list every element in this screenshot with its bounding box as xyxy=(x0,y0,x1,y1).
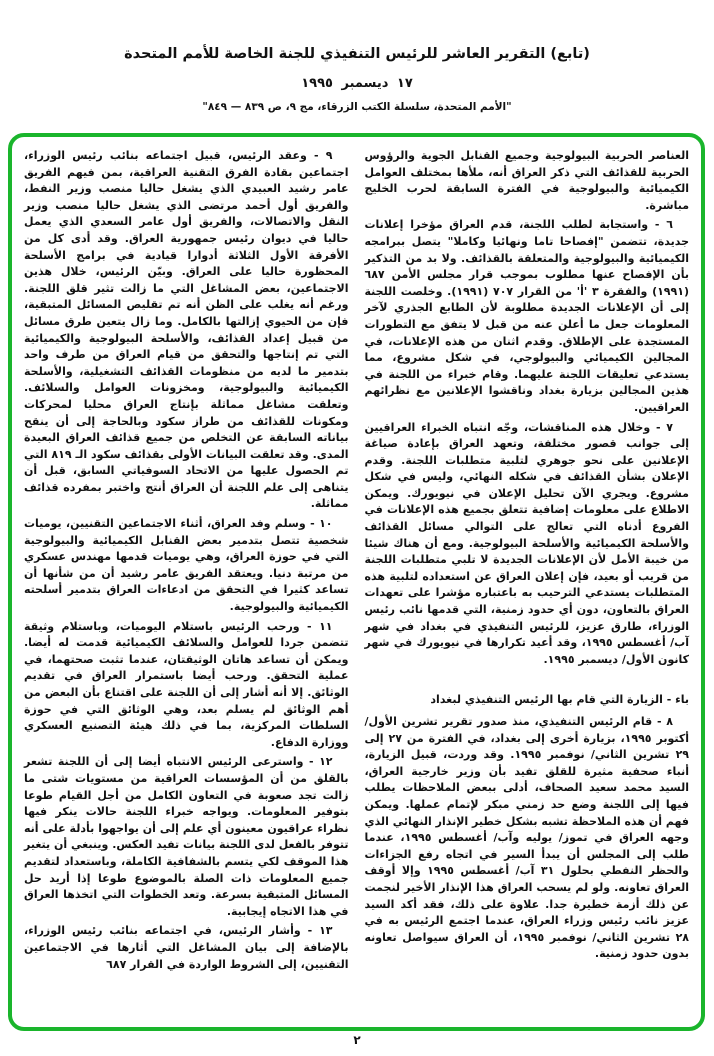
paragraph-10: ١٠ - وسلم وفد العراق، أثناء الاجتماعين التقنيين، يوميات شخصية تتصل بتدمير بعض القنابل الكيميائية والبيولوجية التي في حوزة العراق، وهي يوميات قدمها مهندس عسكري من مرتبة دنيا. ويعتقد الفريق عامر رشيد أن من شأنها أن تساعد كثيرا في التحقق من ادعاءات العراق بتدمير أسلحته الكيميائية والبيولوجية. xyxy=(24,517,349,614)
document-date: ١٧ ديسمبر ١٩٩٥ xyxy=(301,76,413,91)
paragraph-continuation: العناصر الحربية البيولوجية وجميع القنابل الجوية والرؤوس الحربية للقذائف التي ذكر العراق أنه، ملأها بمختلف العوامل الكيميائية والبيولوجية في الفترة السابقة لحرب الخليج مباشرة. xyxy=(364,149,689,212)
two-column-layout xyxy=(24,148,689,1017)
section-heading-baa: باء - الزيارة التي قام بها الرئيس التنفيذي لبغداد xyxy=(430,693,689,707)
column-right xyxy=(365,148,690,1017)
paragraph-8: ٨ - قام الرئيس التنفيذي، منذ صدور تقرير تشرين الأول/ أكتوبر ١٩٩٥، بزيارة أخرى إلى بغداد، في الفترة من ٢٧ إلى ٢٩ تشرين الثاني/ نوفمبر ١٩٩٥. وقد وردت، قبيل الزيارة، أنباء صحفية مثيرة للقلق تفيد بأن وزير خارجية العراق، السيد محمد سعيد الصحاف، أدلى ببعض الملاحظات يطلب فيها إلى اللجنة وضع حد زمني مبكر لإتمام عملها. ويمكن فهم أن هذه الملاحظة تشبه بشكل خطير الإنذار النهائي الذي وجهه العراق في تموز/ يوليه وآب/ أغسطس ١٩٩٥، عندما طلب إلى المجلس أن يبدأ السير في اتجاه رفع الجزاءات والحظر النفطي بحلول ٣١ آب/ أغسطس ١٩٩٥ وإلا أوقف العراق تعاونه. ولو لم يسحب العراق هذا الإنذار الأخير لنجمت عن ذلك أزمة خطيرة جدا. علاوة على ذلك، فقد أكد السيد عزيز نائب رئيس وزراء العراق، عندما اجتمع الرئيس به في ٢٨ تشرين الثاني/ نوفمبر ١٩٩٥، أن العراق سيواصل تعاونه بدون حدود زمنية. xyxy=(364,715,690,961)
paragraph-12: ١٢ - واسترعى الرئيس الانتباه أيضا إلى أن اللجنة تشعر بالقلق من أن المؤسسات العراقية من مستويات شتى ما زالت تجد صعوبة في التعاون الكامل من أجل القيام طوعا بتوفير المعلومات. ويواجه خبراء اللجنة حالات ينكر فيها نظراء عراقيون معينون أي علم إلى أن يواجهوا بأدلة على أنه تتوفر بالفعل لدى اللجنة بيانات تفيد العكس. وينبغي أن يتغير هذا الموقف لكي يتسم بالشفافية الكاملة، وباستعداد لتقديم جميع المعلومات ذات الصلة بالموضوع طوعا إذا أريد حل المسائل المتبقية بسرعة. وتعد الخطوات التي اتخذها العراق في هذا الاتجاه إيجابية. xyxy=(24,755,349,918)
source-citation: "الأمم المتحدة، سلسلة الكتب الزرقاء، مج ٩، ص ٨٣٩ — ٨٤٩" xyxy=(202,101,512,113)
paragraph-13: ١٣ - وأشار الرئيس، في اجتماعه بنائب رئيس الوزراء، بالإضافة إلى بيان المشاغل التي أثارها في الاجتماعين التقنيين، إلى الشروط الواردة في القرار ٦٨٧ xyxy=(24,924,349,971)
page-title: (تابع) التقرير العاشر للرئيس التنفيذي للجنة الخاصة للأمم المتحدة xyxy=(124,46,590,62)
document-header xyxy=(0,0,714,113)
paragraph-11: ١١ - ورحب الرئيس باستلام اليوميات، وباستلام وثيقة تتضمن جردا للعوامل والسلائف الكيميائية قدمت له أيضا. ويمكن أن تساعد هاتان الوثيقتان، عندما تثبت صحتهما، في عملية التحقق. ورحب أيضا باستمرار العراق في تقديم الوثائق. إلا أنه أشار إلى أن اللجنة على اقتناع بأن البعض من أهم الوثائق لم يسلم بعد، وهي الوثائق التي في حوزة السلطات المركزية، بما في ذلك هيئة التصنيع العسكري ووزارة الدفاع. xyxy=(24,619,349,749)
page-number: ٢ xyxy=(353,1033,361,1047)
content-border-box xyxy=(8,133,705,1031)
paragraph-9: ٩ - وعقد الرئيس، قبيل اجتماعه بنائب رئيس الوزراء، اجتماعين بقادة الفرق التقنية العراقية، بمن فيهم الفريق عامر رشيد العبيدي الذي يشغل حاليا منصب وزير النفط، والفريق أول أحمد مرتضى الذي يشغل حاليا منصب وزير النقل والاتصالات، والفريق أول عامر السعدي الذي يعمل حاليا في ديوان رئيس جمهورية العراق. وقد أدى كل من الأفرقة الأول الثلاثة أدوارا قيادية في برامج الأسلحة المحظورة حاليا على العراق. وبيّن الرئيس، خلال هذين الاجتماعين، بعض المشاغل التي ما زالت تثير قلق اللجنة. ورغم أنه يغلب على الظن أنه تم تقليص المسائل المتبقية، فإن من الحيوي إزالتها بالكامل. وما زال يتعين طرق مسائل من قبيل إعداد القذائف، والأسلحة البيولوجية والكيميائية التي تم إنتاجها والتحقق من قيام العراق من طرف واحد بتدمير ما لديه من منظومات القذائف التشغيلية، والأسلحة الكيميائية والبيولوجية، ومخزونات العوامل والسلائف. وتعلقت مشاغل مماثلة بإنتاج العراق محليا لمحركات ومكونات للقذائف من طراز سكود وبالحاجة إلى أن ينقح بياناته السابقة عن التخلص من جميع قذائف العراق البعيدة المدى. وقد تعلقت البيانات الأولى بقذائف سكود الـ ٨١٩ التي تم الحصول عليها من الاتحاد السوفياتي السابق، قبل أن يتناهى إلى علم اللجنة أن العراق أنتج واختبر بمفرده قذائف مماثلة. xyxy=(24,149,349,511)
column-left xyxy=(24,148,349,1017)
paragraph-7: ٧ - وخلال هذه المناقشات، وجّه انتباه الخبراء العراقيين إلى جوانب قصور مختلفة، وتعهد العراق بإعادة صياغة الإعلانين على نحو جوهري لتلبية متطلبات اللجنة. وقدم الإعلان بشأن القذائف في شكله النهائي، وليس في شكل مشروع. ويجري الآن تحليل الإعلان في نيويورك. ويمكن الاطلاع على معلومات إضافية تتعلق بجميع هذه الإعلانات في الفروع أدناه التي تعالج على التوالي مسائل القذائف والأسلحة الكيميائية والأسلحة البيولوجية. ومع أن هناك شيئا من خيبة الأمل لأن الإعلانات الجديدة لا تلبي متطلبات اللجنة من قريب أو بعيد، فإن إعلان العراق عن استعداده لتلبية هذه المتطلبات يستدعي الترحيب به باعتباره مؤشرا على تعهدات العراق بالتعاون، دون أي حدود زمنية، التي قدمها نائب رئيس الوزراء، طارق عزيز، للرئيس التنفيذي في بغداد في شهر آب/ أغسطس ١٩٩٥، وقد أعيد تكرارها في نيويورك في شهر كانون الأول/ ديسمبر ١٩٩٥. xyxy=(364,420,689,666)
paragraph-6: ٦ - واستجابة لطلب اللجنة، قدم العراق مؤخرا إعلانات جديدة، تتضمن "إفصاحا تاما ونهائيا وكاملا" يتصل ببرامجه الكيميائية والبيولوجية والمتعلقة بالقذائف. ولا بد من التذكير بأن الإفصاح عنها مطلوب بموجب قرار مجلس الأمن ٦٨٧ (١٩٩١) والفقرة ٣ 'أ' من القرار ٧٠٧ (١٩٩١). وخلصت اللجنة إلى أن الإعلانات الجديدة مطلوبة لأن الطابع الجذري لآخر المعلومات جعل ما أعلن عنه من قبل لا يتفق مع التطورات المستجدة على الإطلاق. وقدم اثنان من هذه الإعلانات، في المجالين الكيميائي والبيولوجي، في شكل مشروع، مما يستدعي تعليقات اللجنة عليهما. وقام خبراء من اللجنة في هذين المجالين بزيارة بغداد وناقشوا الإعلانين مع نظرائهم العراقيين. xyxy=(364,218,689,414)
